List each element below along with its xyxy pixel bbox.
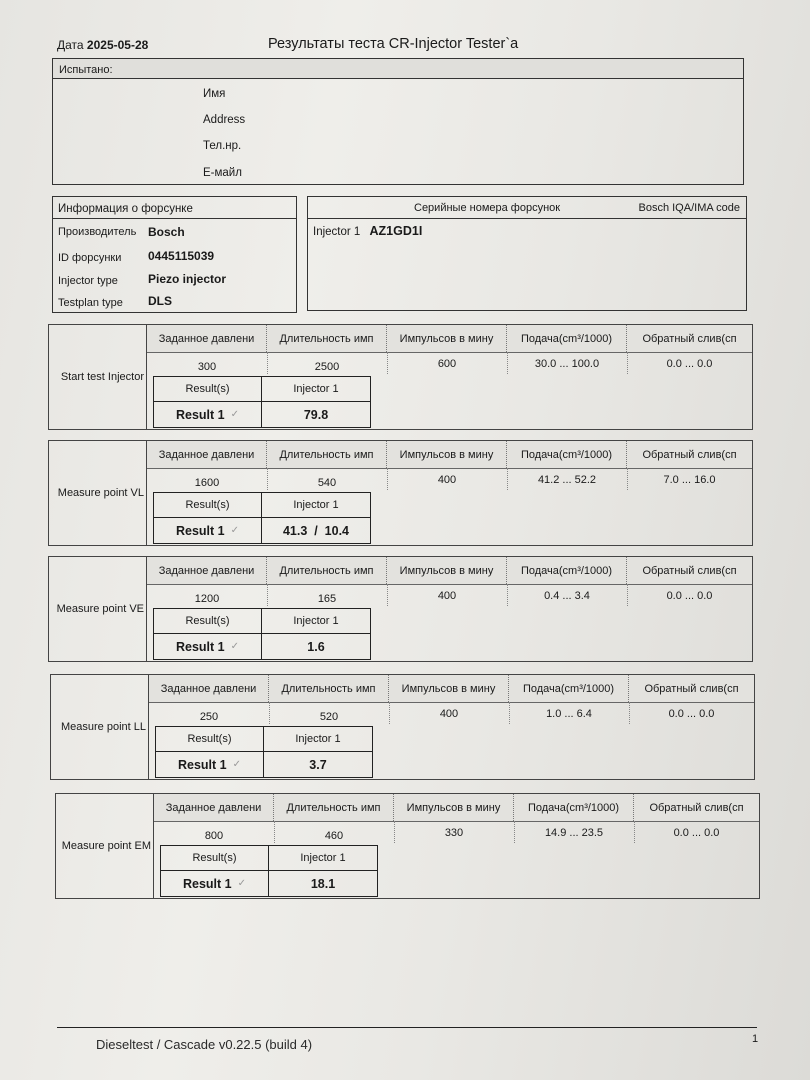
result-label-cell <box>154 401 261 428</box>
test-value: 300 <box>197 361 217 373</box>
result-table <box>153 376 371 428</box>
test-name: Measure point EM <box>56 794 154 898</box>
result-value: 18.1 <box>310 876 336 891</box>
info-label: Injector type <box>58 275 118 287</box>
info-value: Bosch <box>148 225 185 239</box>
check-icon: ✓ <box>230 641 240 652</box>
result-label: Result 1 <box>175 639 225 654</box>
injector-label: Injector 1 <box>313 226 361 238</box>
test-value: 400 <box>439 708 459 720</box>
serial-numbers-title: Серийные номера форсунок <box>414 202 561 214</box>
injector-info-section <box>52 196 297 313</box>
column-header: Подача(cm³/1000) <box>507 557 627 584</box>
test-name: Measure point LL <box>51 675 149 779</box>
test-value: 0.0 ... 0.0 <box>673 827 720 839</box>
column-header: Заданное давлени <box>147 557 267 584</box>
result-header-label: Result(s) <box>192 852 237 864</box>
info-label: Производитель <box>58 226 137 238</box>
info-value: 0445115039 <box>148 249 215 263</box>
test-value: 600 <box>437 358 457 370</box>
result-table <box>153 492 371 544</box>
result-header-label: Result(s) <box>185 615 230 627</box>
footer-software: Dieseltest / Cascade v0.22.5 (build 4) <box>96 1037 313 1052</box>
info-value: DLS <box>148 294 172 308</box>
field-name: Имя <box>203 88 226 100</box>
injector-info-title: Информация о форсунке <box>53 197 296 219</box>
column-header: Подача(cm³/1000) <box>509 675 629 702</box>
info-label: Testplan type <box>58 297 123 309</box>
test-value: 800 <box>204 830 224 842</box>
result-value: 1.6 <box>307 639 325 654</box>
page-number: 1 <box>752 1033 759 1045</box>
column-header: Длительность имп <box>267 441 387 468</box>
result-table <box>160 845 378 897</box>
test-value: 41.2 ... 52.2 <box>537 474 597 486</box>
test-value: 1200 <box>194 593 220 605</box>
column-header: Заданное давлени <box>154 794 274 821</box>
column-header: Подача(cm³/1000) <box>507 441 627 468</box>
column-header: Подача(cm³/1000) <box>507 325 627 352</box>
date-label: Дата <box>57 38 84 52</box>
test-value: 1.0 ... 6.4 <box>546 708 592 720</box>
test-value: 14.9 ... 23.5 <box>544 827 604 839</box>
result-label-cell <box>156 751 263 778</box>
result-table <box>153 608 371 660</box>
report-title: Результаты теста CR-Injector Tester`a <box>268 36 519 52</box>
test-name: Measure point VE <box>49 557 147 661</box>
test-value: 1600 <box>194 477 220 489</box>
footer-divider <box>57 1027 757 1028</box>
date-value: 2025-05-28 <box>86 38 149 52</box>
column-header: Импульсов в мину <box>389 675 509 702</box>
column-header: Обратный слив(cп <box>644 682 739 695</box>
check-icon: ✓ <box>230 409 240 420</box>
result-header-label: Result(s) <box>185 499 230 511</box>
injector-serial-row <box>313 224 422 238</box>
test-value: 540 <box>317 477 337 489</box>
column-header: Обратный слив(cп <box>649 801 744 814</box>
result-value: 79.8 <box>303 407 329 422</box>
field-email: Е-майл <box>203 167 242 179</box>
column-header: Импульсов в мину <box>394 794 514 821</box>
test-value: 0.0 ... 0.0 <box>666 358 713 370</box>
result-label-cell <box>154 633 261 660</box>
result-label-cell <box>154 517 261 544</box>
test-block <box>48 324 753 430</box>
serial-header <box>308 197 746 219</box>
test-value: 520 <box>319 711 339 723</box>
test-value: 460 <box>324 830 344 842</box>
result-value: 41.3 / 10.4 <box>282 523 350 538</box>
result-header-label: Result(s) <box>187 733 232 745</box>
test-value: 330 <box>444 827 464 839</box>
test-name: Measure point VL <box>49 441 147 545</box>
test-block <box>55 793 760 899</box>
column-header: Длительность имп <box>269 675 389 702</box>
test-value: 7.0 ... 16.0 <box>663 474 716 486</box>
column-header: Заданное давлени <box>147 325 267 352</box>
column-header: Заданное давлени <box>147 441 267 468</box>
result-header-injector: Injector 1 <box>300 852 346 864</box>
test-value: 0.4 ... 3.4 <box>544 590 590 602</box>
column-header: Подача(cm³/1000) <box>514 794 634 821</box>
result-table <box>155 726 373 778</box>
result-header-label: Result(s) <box>185 383 230 395</box>
test-value: 400 <box>437 590 457 602</box>
result-header-injector: Injector 1 <box>295 733 341 745</box>
tested-section <box>52 58 744 185</box>
test-name: Start test Injector <box>49 325 147 429</box>
check-icon: ✓ <box>237 878 247 889</box>
test-value: 0.0 ... 0.0 <box>668 708 715 720</box>
column-header: Длительность имп <box>267 325 387 352</box>
tested-title: Испытано: <box>53 59 743 79</box>
test-value: 250 <box>199 711 219 723</box>
test-value: 165 <box>317 593 337 605</box>
serial-numbers-section <box>307 196 747 311</box>
result-label: Result 1 <box>175 523 225 538</box>
report-date <box>57 38 148 52</box>
column-header: Импульсов в мину <box>387 557 507 584</box>
result-label: Result 1 <box>175 407 225 422</box>
column-header: Заданное давлени <box>149 675 269 702</box>
field-phone: Тел.нр. <box>203 140 242 152</box>
column-header: Импульсов в мину <box>387 441 507 468</box>
column-header: Длительность имп <box>274 794 394 821</box>
test-value: 2500 <box>314 361 340 373</box>
result-header-injector: Injector 1 <box>293 383 339 395</box>
test-value: 30.0 ... 100.0 <box>534 358 600 370</box>
result-header-injector: Injector 1 <box>293 615 339 627</box>
injector-code: AZ1GD1I <box>369 224 423 238</box>
iqa-code-title: Bosch IQA/IMA code <box>638 202 740 214</box>
result-label: Result 1 <box>182 876 232 891</box>
info-label: ID форсунки <box>58 252 122 264</box>
result-value: 3.7 <box>309 757 327 772</box>
test-value: 0.0 ... 0.0 <box>666 590 713 602</box>
result-label: Result 1 <box>177 757 227 772</box>
column-header: Обратный слив(cп <box>642 564 737 577</box>
column-header: Обратный слив(cп <box>642 332 737 345</box>
field-address: Address <box>203 114 246 126</box>
column-header: Импульсов в мину <box>387 325 507 352</box>
check-icon: ✓ <box>230 525 240 536</box>
test-block <box>50 674 755 780</box>
check-icon: ✓ <box>232 759 242 770</box>
test-value: 400 <box>437 474 457 486</box>
column-header: Обратный слив(cп <box>642 448 737 461</box>
info-value: Piezo injector <box>148 272 227 286</box>
test-block <box>48 440 753 546</box>
column-header: Длительность имп <box>267 557 387 584</box>
result-label-cell <box>161 870 268 897</box>
result-header-injector: Injector 1 <box>293 499 339 511</box>
test-block <box>48 556 753 662</box>
